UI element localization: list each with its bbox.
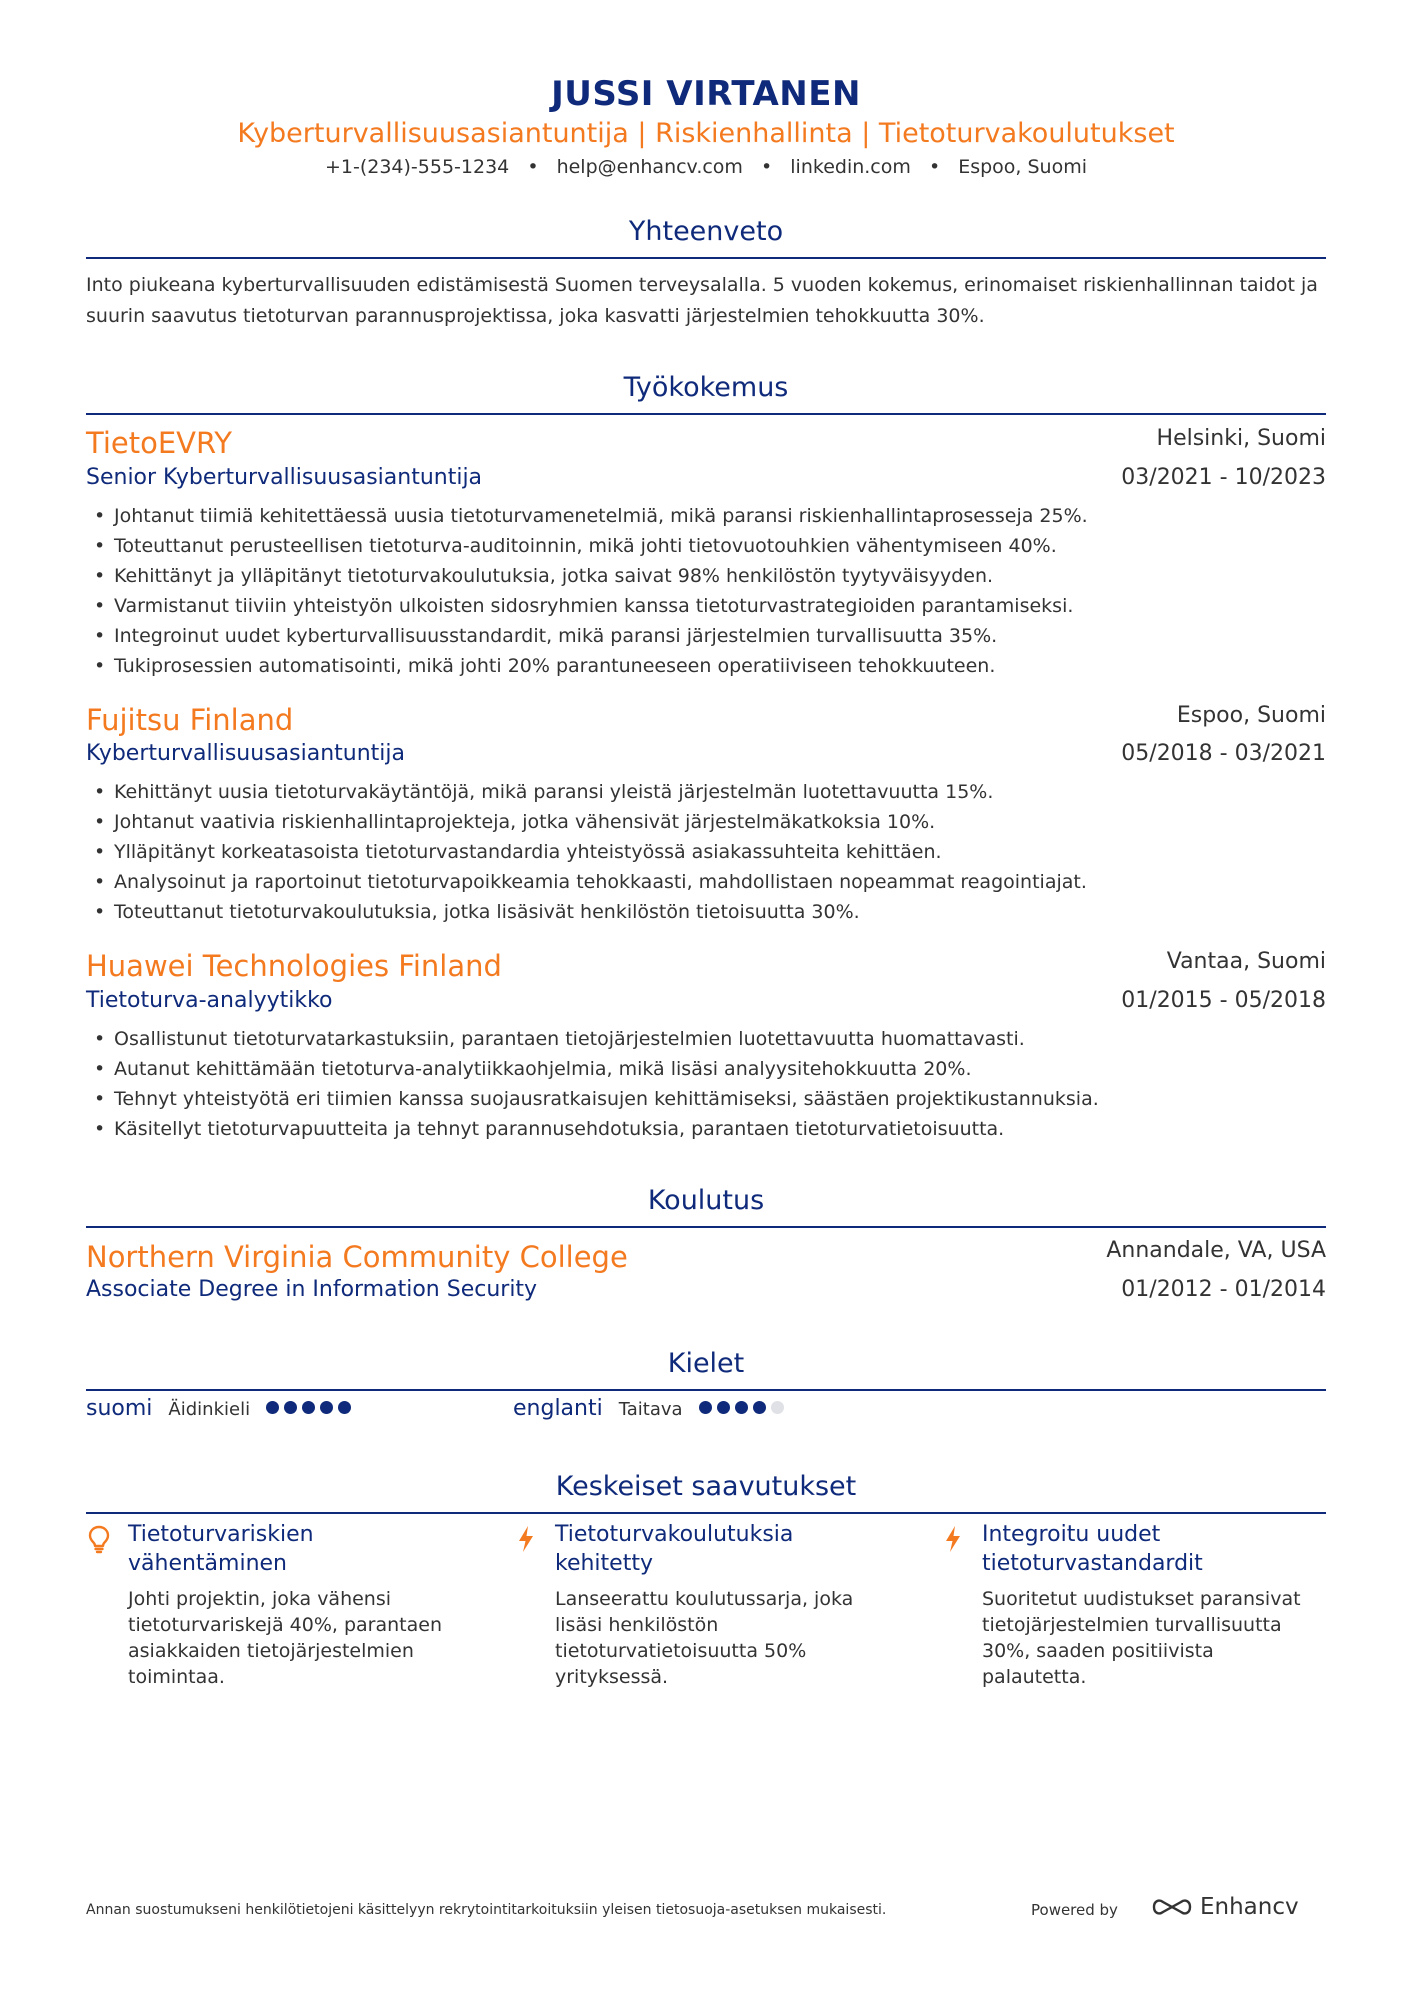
languages-heading: Kielet (667, 1348, 745, 1379)
rating-dot-filled (699, 1401, 712, 1414)
job-company: Huawei Technologies Finland (86, 949, 502, 983)
lightning-icon (940, 1524, 966, 1554)
rating-dot-filled (302, 1401, 315, 1414)
summary-text: Into piukeana kyberturvallisuuden edistämisestä Suomen terveysalalla. 5 vuoden kokemus, erinomaiset riskienhallinnan taidot ja suurin saavutus tietoturvan parannusprojektissa, joka kasvatti järjestelmien tehokkuutta 30%. (86, 274, 1318, 327)
list-item: • Käsitellyt tietoturvapuutteita ja tehnyt parannusehdotuksia, parantaen tietoturvatietoisuutta. (86, 1114, 1326, 1144)
achievement-item (86, 1520, 466, 1690)
job-dates: 01/2015 - 05/2018 (1121, 988, 1326, 1013)
achievement-desc: Suoritetut uudistukset paransivat tietojärjestelmien turvallisuutta 30%, saaden positiivista palautetta. (982, 1588, 1301, 1688)
list-item: • Osallistunut tietoturvatarkastuksiin, parantaen tietojärjestelmien luotettavuutta huomattavasti. (86, 1024, 1326, 1054)
separator-dot: • (527, 156, 539, 178)
list-item: • Kehittänyt ja ylläpitänyt tietoturvakoulutuksia, jotka saivat 98% henkilöstön tyytyväisyyden. (86, 561, 1326, 591)
summary-heading: Yhteenveto (628, 216, 784, 247)
degree: Associate Degree in Information Security (86, 1277, 538, 1302)
job-location: Espoo, Suomi (1176, 703, 1326, 728)
lightning-icon (513, 1524, 539, 1554)
phone: +1-(234)-555-1234 (324, 156, 510, 178)
language-rating (266, 1401, 351, 1414)
education-heading: Koulutus (647, 1185, 765, 1216)
achievement-item (513, 1520, 893, 1690)
list-item: • Johtanut vaativia riskienhallintaprojekteja, jotka vähensivät järjestelmäkatkoksia 10%. (86, 807, 1326, 837)
rating-dot-filled (735, 1401, 748, 1414)
job-role: Tietoturva-analyytikko (86, 988, 333, 1013)
consent-note: Annan suostumukseni henkilötietojeni käsittelyyn rekrytointitarkoituksiin yleisen tietosuoja-asetuksen mukaisesti. (86, 1902, 887, 1918)
job-role: Senior Kyberturvallisuusasiantuntija (86, 465, 483, 490)
lightbulb-icon (86, 1524, 112, 1554)
enhancv-logo-icon (1150, 1895, 1194, 1919)
section-divider (86, 1389, 1326, 1391)
job-dates: 03/2021 - 10/2023 (1121, 465, 1326, 490)
rating-dot-filled (717, 1401, 730, 1414)
job-dates: 05/2018 - 03/2021 (1121, 741, 1326, 766)
list-item: • Tukiprosessien automatisointi, mikä johti 20% parantuneeseen operatiiviseen tehokkuuteen. (86, 651, 1326, 681)
job-bullets (86, 1024, 1326, 1144)
achievement-title: Integroitu uudet tietoturvastandardit (982, 1522, 1203, 1576)
language-name: suomi (86, 1396, 153, 1421)
email-link[interactable]: help@enhancv.com (556, 156, 743, 178)
section-divider (86, 1226, 1326, 1228)
language-name: englanti (513, 1396, 603, 1421)
achievement-desc: Lanseerattu koulutussarja, joka lisäsi henkilöstön tietoturvatietoisuutta 50% yrityksessä. (555, 1588, 854, 1688)
list-item: • Analysoinut ja raportoinut tietoturvapoikkeamia tehokkaasti, mahdollistaen nopeammat reagointiajat. (86, 867, 1326, 897)
brand-name: Enhancv (1200, 1894, 1299, 1920)
rating-dot-empty (771, 1401, 784, 1414)
rating-dot-filled (753, 1401, 766, 1414)
job-location: Vantaa, Suomi (1166, 949, 1326, 974)
brand-logo[interactable] (1150, 1894, 1299, 1920)
language-level: Taitava (618, 1399, 683, 1420)
language-item (86, 1396, 351, 1426)
list-item: • Toteuttanut tietoturvakoulutuksia, jotka lisäsivät henkilöstön tietoisuutta 30%. (86, 897, 1326, 927)
language-level: Äidinkieli (168, 1399, 251, 1420)
job-bullets (86, 501, 1326, 681)
linkedin-link[interactable]: linkedin.com (790, 156, 911, 178)
job-company: Fujitsu Finland (86, 703, 294, 737)
rating-dot-filled (320, 1401, 333, 1414)
list-item: • Toteuttanut perusteellisen tietoturva-auditoinnin, mikä johti tietovuotouhkien vähentymiseen 40%. (86, 531, 1326, 561)
separator-dot: • (761, 156, 773, 178)
section-divider (86, 1512, 1326, 1514)
experience-heading: Työkokemus (623, 372, 789, 403)
achievement-item (940, 1520, 1320, 1690)
section-divider (86, 257, 1326, 259)
contact-line (86, 156, 1326, 178)
location: Espoo, Suomi (958, 156, 1088, 178)
resume-page (86, 0, 1326, 1995)
job-location: Helsinki, Suomi (1156, 426, 1326, 451)
school-name: Northern Virginia Community College (86, 1240, 628, 1274)
rating-dot-filled (338, 1401, 351, 1414)
language-item (513, 1396, 784, 1426)
rating-dot-filled (284, 1401, 297, 1414)
achievement-desc: Johti projektin, joka vähensi tietoturvariskejä 40%, parantaen asiakkaiden tietojärjestelmien toimintaa. (128, 1588, 442, 1688)
list-item: • Ylläpitänyt korkeatasoista tietoturvastandardia yhteistyössä asiakassuhteita kehittäen. (86, 837, 1326, 867)
separator-dot: • (928, 156, 941, 178)
list-item: • Johtanut tiimiä kehitettäessä uusia tietoturvamenetelmiä, mikä paransi riskienhallintaprosesseja 25%. (86, 501, 1326, 531)
school-location: Annandale, VA, USA (1106, 1238, 1326, 1263)
achievement-title: Tietoturvakoulutuksia kehitetty (555, 1522, 794, 1576)
job-bullets (86, 777, 1326, 927)
list-item: • Varmistanut tiiviin yhteistyön ulkoisten sidosryhmien kanssa tietoturvastrategioiden parantamiseksi. (86, 591, 1326, 621)
job-company: TietoEVRY (86, 426, 233, 460)
job-role: Kyberturvallisuusasiantuntija (86, 741, 405, 766)
language-rating (699, 1401, 784, 1414)
achievement-title: Tietoturvariskien vähentäminen (128, 1522, 314, 1576)
powered-by-label: Powered by (1031, 1901, 1118, 1919)
candidate-headline: Kyberturvallisuusasiantuntija | Riskienhallinta | Tietoturvakoulutukset (237, 118, 1175, 149)
rating-dot-filled (266, 1401, 279, 1414)
achievements-heading: Keskeiset saavutukset (555, 1471, 857, 1502)
list-item: • Integroinut uudet kyberturvallisuusstandardit, mikä paransi järjestelmien turvallisuutta 35%. (86, 621, 1326, 651)
list-item: • Autanut kehittämään tietoturva-analytiikkaohjelmia, mikä lisäsi analyysitehokkuutta 20%. (86, 1054, 1326, 1084)
education-dates: 01/2012 - 01/2014 (1121, 1277, 1326, 1302)
list-item: • Kehittänyt uusia tietoturvakäytäntöjä, mikä paransi yleistä järjestelmän luotettavuutta 15%. (86, 777, 1326, 807)
list-item: • Tehnyt yhteistyötä eri tiimien kanssa suojausratkaisujen kehittämiseksi, säästäen projektikustannuksia. (86, 1084, 1326, 1114)
candidate-name: JUSSI VIRTANEN (551, 74, 861, 114)
section-divider (86, 413, 1326, 415)
